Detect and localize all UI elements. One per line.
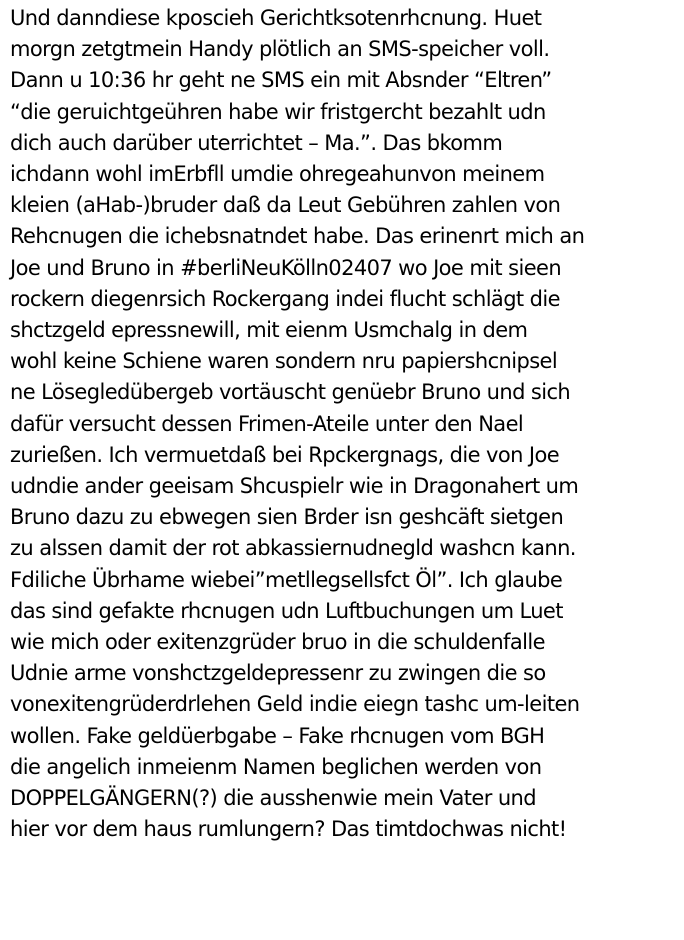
text-line: zurießen. Ich vermuetdaß bei Rpckergnags, die von Joe bbox=[10, 442, 560, 467]
text-line: kleien (aHab-)bruder daß da Leut Gebühren zahlen von bbox=[10, 193, 561, 218]
text-line: das sind gefakte rhcnugen udn Luftbuchungen um Luet bbox=[10, 598, 563, 623]
text-line: Bruno dazu zu ebwegen sien Brder isn geshcäft sietgen bbox=[10, 505, 564, 530]
text-line: ichdann wohl imErbfll umdie ohregeahunvon meinem bbox=[10, 162, 545, 187]
text-line: morgn zetgtmein Handy plötlich an SMS-speicher voll. bbox=[10, 37, 550, 62]
text-line: rockern diegenrsich Rockergang indei flucht schlägt die bbox=[10, 286, 560, 311]
text-line: hier vor dem haus rumlungern? Das timtdochwas nicht! bbox=[10, 817, 567, 842]
text-line: “die geruichtgeühren habe wir fristgercht bezahlt udn bbox=[10, 99, 546, 124]
text-line: dafür versucht dessen Frimen-Ateile unter den Nael bbox=[10, 411, 524, 436]
text-line: ne Lösegledübergeb vortäuscht genüebr Bruno und sich bbox=[10, 380, 571, 405]
text-line: Rehcnugen die ichebsnatndet habe. Das erinenrt mich an bbox=[10, 224, 585, 249]
text-line: zu alssen damit der rot abkassiernudnegld washcn kann. bbox=[10, 536, 576, 561]
text-line: Udnie arme vonshctzgeldepressenr zu zwingen die so bbox=[10, 661, 546, 686]
text-line: Und danndiese kposcieh Gerichtksotenrhcnung. Huet bbox=[10, 6, 542, 30]
text-line: Fdiliche Übrhame wiebei”metllegsellsfct Öl”. Ich glaube bbox=[10, 567, 563, 592]
text-line: wohl keine Schiene waren sondern nru papiershcnipsel bbox=[10, 349, 558, 374]
text-line: wie mich oder exitenzgrüder bruo in die schuldenfalle bbox=[10, 630, 545, 655]
text-line: Joe und Bruno in #berliNeuKölln02407 wo Joe mit sieen bbox=[10, 255, 562, 280]
text-line: die angelich inmeienm Namen beglichen werden von bbox=[10, 754, 542, 779]
text-line: udndie ander geeisam Shcuspielr wie in Dragonahert um bbox=[10, 474, 579, 499]
text-line: DOPPELGÄNGERN(?) die ausshenwie mein Vater und bbox=[10, 786, 536, 811]
text-line: Dann u 10:36 hr geht ne SMS ein mit Absnder “Eltren” bbox=[10, 68, 552, 93]
text-line: dich auch darüber uterrichtet – Ma.”. Das bkomm bbox=[10, 130, 503, 155]
document-text bbox=[10, 3, 678, 845]
text-line: wollen. Fake geldüerbgabe – Fake rhcnugen vom BGH bbox=[10, 723, 545, 748]
text-line: vonexitengrüderdrlehen Geld indie eiegn tashc um-leiten bbox=[10, 692, 580, 717]
text-line: shctzgeld epressnewill, mit eienm Usmchalg in dem bbox=[10, 318, 528, 343]
